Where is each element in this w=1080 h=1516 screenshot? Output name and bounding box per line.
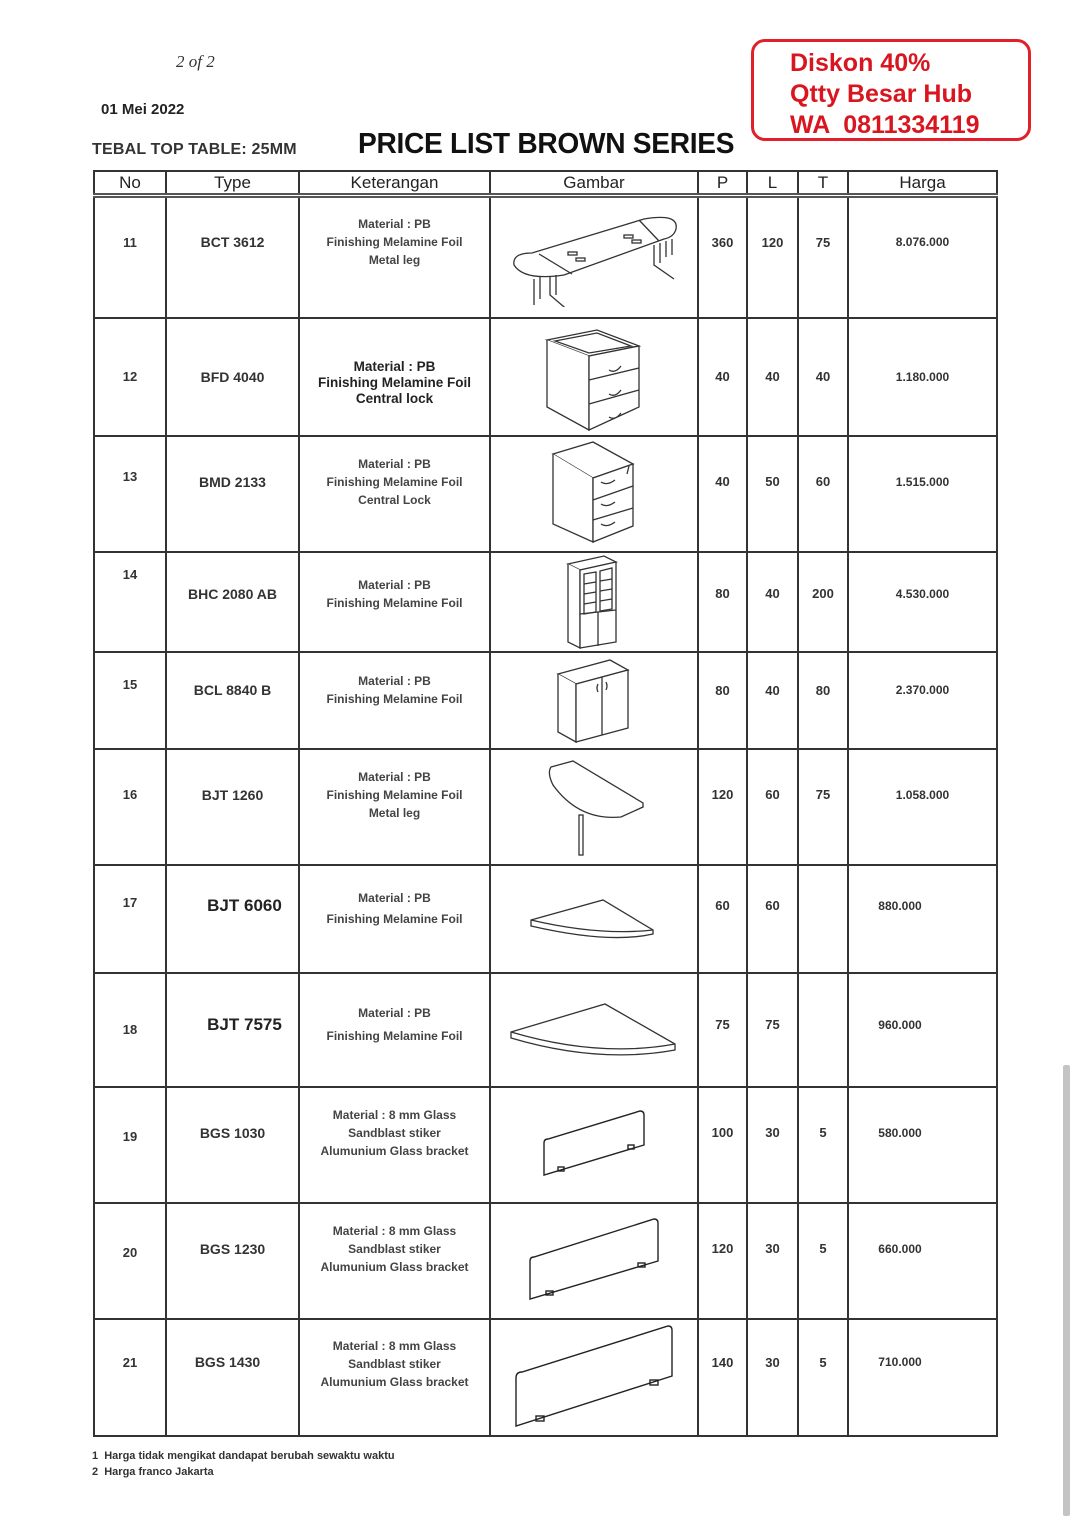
price-table (93, 170, 998, 1437)
cell-gambar (490, 865, 698, 973)
joint-table-icon (539, 755, 649, 859)
cell-type: BJT 6060 (166, 865, 299, 973)
col-header-keterangan: Keterangan (299, 171, 490, 196)
cell-harga: 710.000 (848, 1319, 997, 1436)
cell-harga: 1.515.000 (848, 436, 997, 552)
ket-line: Finishing Melamine Foil (326, 474, 463, 489)
table-row (94, 652, 997, 749)
cell-gambar (490, 652, 698, 749)
cell-t (798, 973, 848, 1087)
ket-line: Sandblast stiker (348, 1241, 441, 1256)
cell-gambar (490, 436, 698, 552)
page-indicator: 2 of 2 (176, 52, 215, 71)
cell-l: 30 (747, 1203, 798, 1319)
ket-line: Finishing Melamine Foil (326, 235, 463, 250)
hanging-drawer-icon (539, 322, 649, 432)
cell-gambar (490, 552, 698, 652)
promo-whatsapp: WA 0811334119 (790, 111, 980, 139)
corner-top-large-icon (509, 1000, 679, 1060)
ket-line: Alumunium Glass bracket (320, 1143, 469, 1158)
ket-line: Finishing Melamine Foil (326, 1028, 463, 1043)
cell-type: BGS 1030 (166, 1087, 299, 1203)
footnote-1: 1 Harga tidak mengikat dandapat berubah sewaktu waktu (92, 1450, 395, 1462)
ket-line: Sandblast stiker (348, 1125, 441, 1140)
cell-keterangan (299, 1203, 490, 1319)
cell-l: 50 (747, 436, 798, 552)
cell-type: BHC 2080 AB (166, 552, 299, 652)
low-cabinet-icon (554, 656, 634, 744)
cell-no: 20 (94, 1203, 166, 1319)
cell-t: 60 (798, 436, 848, 552)
cell-p: 60 (698, 865, 747, 973)
ket-line: Material : PB (358, 456, 431, 471)
cell-keterangan (299, 865, 490, 973)
col-header-no: No (94, 171, 166, 196)
cell-no: 19 (94, 1087, 166, 1203)
cell-gambar (490, 1319, 698, 1436)
ket-line: Material : PB (353, 358, 436, 374)
cell-harga: 2.370.000 (848, 652, 997, 749)
glass-screen-icon (542, 1109, 646, 1181)
cell-p: 75 (698, 973, 747, 1087)
corner-top-small-icon (529, 896, 659, 942)
cell-keterangan (299, 973, 490, 1087)
cell-type: BGS 1430 (166, 1319, 299, 1436)
table-row (94, 973, 997, 1087)
cell-harga: 580.000 (848, 1087, 997, 1203)
table-row (94, 552, 997, 652)
vertical-scrollbar[interactable] (1063, 1065, 1070, 1516)
cell-p: 360 (698, 196, 747, 318)
cell-type: BCT 3612 (166, 196, 299, 318)
cell-harga: 880.000 (848, 865, 997, 973)
cell-t: 40 (798, 318, 848, 436)
cell-type: BJT 7575 (166, 973, 299, 1087)
cell-l: 60 (747, 749, 798, 865)
ket-line: Material : PB (358, 577, 431, 592)
ket-line: Material : PB (358, 769, 431, 784)
cell-keterangan (299, 552, 490, 652)
cell-harga: 8.076.000 (848, 196, 997, 318)
table-row (94, 749, 997, 865)
footnote-2: 2 Harga franco Jakarta (92, 1466, 214, 1478)
ket-line: Material : PB (358, 890, 431, 905)
document-date: 01 Mei 2022 (101, 101, 185, 118)
col-header-harga: Harga (848, 171, 997, 196)
cell-type: BCL 8840 B (166, 652, 299, 749)
table-row (94, 865, 997, 973)
promo-stamp (751, 39, 1031, 141)
ket-line: Central Lock (358, 492, 431, 507)
ket-line: Finishing Melamine Foil (326, 787, 463, 802)
top-thickness-note: TEBAL TOP TABLE: 25MM (92, 141, 297, 158)
cell-gambar (490, 196, 698, 318)
cell-no: 17 (94, 865, 166, 973)
cell-no: 12 (94, 318, 166, 436)
ket-line: Sandblast stiker (348, 1357, 441, 1371)
ket-line: Finishing Melamine Foil (326, 692, 463, 706)
cell-gambar (490, 1203, 698, 1319)
footnotes (92, 1448, 395, 1480)
cell-no: 18 (94, 973, 166, 1087)
table-row (94, 318, 997, 436)
page-title: PRICE LIST BROWN SERIES (358, 128, 735, 160)
mobile-drawer-icon (549, 440, 639, 548)
cell-keterangan (299, 1319, 490, 1436)
ket-line: Material : PB (358, 1005, 431, 1020)
cell-l: 40 (747, 552, 798, 652)
cell-l: 30 (747, 1087, 798, 1203)
cell-l: 40 (747, 318, 798, 436)
table-row (94, 196, 997, 318)
cell-keterangan (299, 436, 490, 552)
cell-type: BMD 2133 (166, 436, 299, 552)
cell-p: 120 (698, 1203, 747, 1319)
ket-line: Finishing Melamine Foil (326, 911, 463, 926)
table-row (94, 1087, 997, 1203)
cell-keterangan (299, 196, 490, 318)
cell-type: BFD 4040 (166, 318, 299, 436)
glass-screen-icon (514, 1324, 674, 1430)
cell-keterangan (299, 652, 490, 749)
cell-keterangan (299, 1087, 490, 1203)
ket-line: Alumunium Glass bracket (320, 1259, 469, 1274)
ket-line: Metal leg (368, 805, 421, 820)
cell-l: 75 (747, 973, 798, 1087)
ket-line: Metal leg (368, 253, 421, 268)
cell-harga: 1.058.000 (848, 749, 997, 865)
col-header-p: P (698, 171, 747, 196)
ket-line: Material : PB (358, 674, 431, 688)
promo-quantity: Qtty Besar Hub (790, 80, 972, 108)
col-header-t: T (798, 171, 848, 196)
cell-no: 13 (94, 436, 166, 552)
cell-p: 80 (698, 552, 747, 652)
conference-table-icon (504, 207, 684, 307)
cell-harga: 960.000 (848, 973, 997, 1087)
table-row (94, 1203, 997, 1319)
cell-p: 40 (698, 436, 747, 552)
cell-p: 140 (698, 1319, 747, 1436)
cell-t: 80 (798, 652, 848, 749)
cell-p: 120 (698, 749, 747, 865)
col-header-type: Type (166, 171, 299, 196)
cell-t: 5 (798, 1203, 848, 1319)
col-header-l: L (747, 171, 798, 196)
col-header-gambar: Gambar (490, 171, 698, 196)
ket-line: Finishing Melamine Foil (326, 595, 463, 610)
table-header-row (94, 171, 997, 196)
promo-discount: Diskon 40% (790, 49, 931, 77)
cell-no: 16 (94, 749, 166, 865)
cell-harga: 1.180.000 (848, 318, 997, 436)
cell-gambar (490, 1087, 698, 1203)
cell-no: 11 (94, 196, 166, 318)
cell-type: BJT 1260 (166, 749, 299, 865)
cell-l: 60 (747, 865, 798, 973)
glass-screen-icon (528, 1217, 660, 1305)
cell-type: BGS 1230 (166, 1203, 299, 1319)
cell-p: 40 (698, 318, 747, 436)
cell-t: 75 (798, 749, 848, 865)
cell-keterangan (299, 749, 490, 865)
ket-line: Alumunium Glass bracket (320, 1375, 469, 1389)
ket-line: Central lock (355, 390, 434, 406)
high-cabinet-icon (564, 554, 624, 650)
cell-gambar (490, 749, 698, 865)
cell-no: 14 (94, 552, 166, 652)
cell-no: 15 (94, 652, 166, 749)
cell-keterangan (299, 318, 490, 436)
ket-line: Material : 8 mm Glass (332, 1223, 457, 1238)
cell-no: 21 (94, 1319, 166, 1436)
table-row (94, 436, 997, 552)
cell-p: 80 (698, 652, 747, 749)
cell-l: 40 (747, 652, 798, 749)
cell-t: 5 (798, 1319, 848, 1436)
ket-line: Finishing Melamine Foil (317, 374, 471, 390)
cell-harga: 4.530.000 (848, 552, 997, 652)
ket-line: Material : 8 mm Glass (332, 1339, 457, 1353)
cell-l: 30 (747, 1319, 798, 1436)
cell-gambar (490, 318, 698, 436)
ket-line: Material : PB (358, 217, 431, 232)
cell-l: 120 (747, 196, 798, 318)
cell-t (798, 865, 848, 973)
ket-line: Material : 8 mm Glass (332, 1107, 457, 1122)
cell-gambar (490, 973, 698, 1087)
cell-t: 75 (798, 196, 848, 318)
cell-t: 200 (798, 552, 848, 652)
cell-harga: 660.000 (848, 1203, 997, 1319)
cell-t: 5 (798, 1087, 848, 1203)
cell-p: 100 (698, 1087, 747, 1203)
table-row (94, 1319, 997, 1436)
